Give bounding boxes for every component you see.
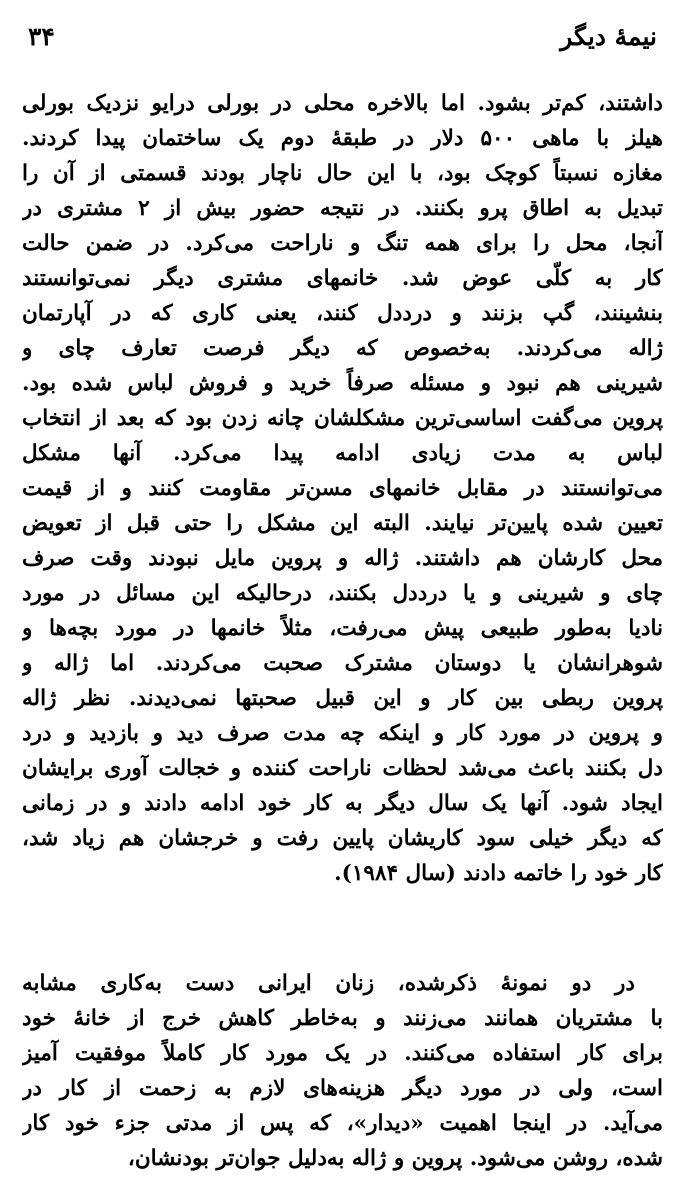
text-line: است، ولی در مورد دیگر هزینه‌های لازم به زحمت از کار در [22, 1076, 663, 1101]
text-line: ژاله می‌کردند. به‌خصوص که دیگر فرصت تعارف چای و [22, 336, 663, 361]
text-line: دل بکنند باعث می‌شد لحظات ناراحت کننده و خجالت آوری برایشان [22, 756, 663, 781]
text-line: که دیگر خیلی سود کاریشان پایین رفت و خرجشان هم زیاد شد، [22, 826, 663, 851]
text-line: پروین ربطی بین کار و این قبیل صحبتها نمی‌دیدند. نظر ژاله [22, 686, 663, 711]
text-line: مغازه نسبتاً کوچک بود، با این حال ناچار بودند قسمتی از آن را [22, 161, 663, 186]
text-line: چای و شیرینی و یا درددل بکنند، درحالیکه این مسائل در مورد [22, 581, 663, 606]
text-line: ایجاد شود. آنها یک سال دیگر به کار خود ادامه دادند و در زمانی [22, 791, 663, 816]
text-line: با مشتریان همانند می‌زنند و به‌خاطر کاهش خرج از خانهٔ خود [22, 1006, 663, 1031]
paragraph-1 [22, 86, 663, 891]
text-line: شیرینی هم نبود و مسئله صرفاً خرید و فروش لباس شده بود. [22, 371, 663, 396]
text-line: داشتند، کم‌تر بشود. اما بالاخره محلی در بورلی درایو نزدیک بورلی [22, 91, 663, 116]
text-line: بنشینند، گپ بزنند و درددل کنند، یعنی کاری که در آپارتمان [22, 301, 663, 326]
text-line: می‌توانستند در مقابل خانمهای مسن‌تر مقاومت کنند و از قیمت [22, 476, 663, 501]
text-line: تعیین شده پایین‌تر نیایند. البته این مشکل را حتی قبل از تعویض [22, 511, 663, 536]
running-head: نیمهٔ دیگر [560, 22, 657, 51]
text-line: آنجا، محل را برای همه تنگ و ناراحت می‌کرد. در ضمن حالت [22, 231, 663, 256]
text-line: می‌آید. در اینجا اهمیت «دیدار»، که پس از مدتی جزء خود کار [22, 1111, 663, 1136]
text-line: در دو نمونهٔ ذکرشده، زنان ایرانی دست به‌کاری مشابه [22, 971, 635, 996]
text-line: کار خود را خاتمه دادند (سال ۱۹۸۴). [334, 861, 663, 886]
text-line: محل کارشان هم داشتند. ژاله و پروین مایل نبودند وقت صرف [22, 546, 663, 571]
text-line: تبدیل به اطاق پرو بکنند. در نتیجه حضور بیش از ۲ مشتری در [22, 196, 663, 221]
text-line: شده، روشن می‌شود. پروین و ژاله به‌دلیل جوان‌تر بودنشان، [127, 1146, 663, 1171]
text-line: پروین می‌گفت اساسی‌ترین مشکلشان چانه زدن بود که بعد از انتخاب [22, 406, 663, 431]
text-line: کار به کلّی عوض شد. خانمهای مشتری دیگر نمی‌توانستند [22, 266, 663, 291]
text-line: و پروین در مورد کار و اینکه چه مدت صرف دید و بازدید و درد [22, 721, 663, 746]
paragraph-2 [22, 966, 663, 1176]
text-line: برای کار استفاده می‌کنند. در یک مورد کار کاملاً موفقیت آمیز [22, 1041, 663, 1066]
text-line: نادیا به‌طور طبیعی پیش می‌رفت، مثلاً خانمها در مورد بچه‌ها و [22, 616, 663, 641]
page-number: ۳۴ [28, 22, 55, 51]
text-line: شوهرانشان یا دوستان مشترک صحبت می‌کردند. اما ژاله و [22, 651, 663, 676]
text-line: هیلز با ماهی ۵۰۰ دلار در طبقهٔ دوم یک ساختمان پیدا کردند. [22, 126, 663, 151]
page-header [28, 22, 657, 62]
text-line: لباس به مدت زیادی ادامه پیدا می‌کرد. آنها مشکل [22, 441, 663, 466]
